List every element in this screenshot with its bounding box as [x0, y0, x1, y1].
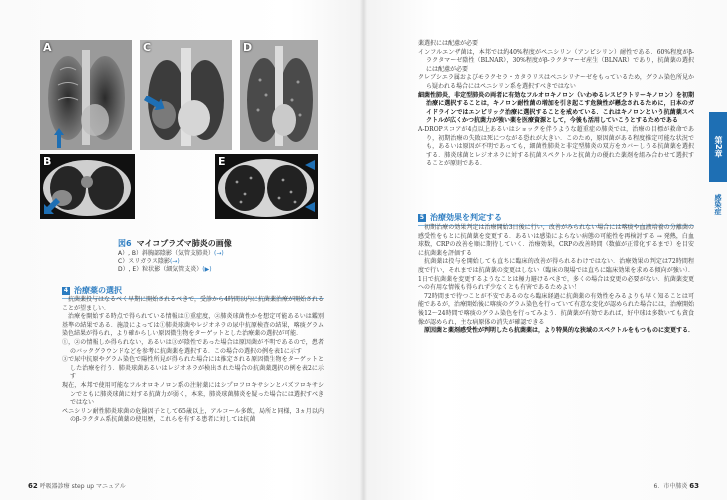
bullet-item: クレブシエラ属およびモラクセラ・カタラリスはペニシリナーゼをもっているため，グラム染色所見から疑われる場合にはペニシリン系を選択すべきではない: [418, 74, 694, 90]
xray-c-image: [140, 40, 232, 150]
page-number-left: 62: [28, 482, 38, 490]
section-heading-5: [418, 212, 694, 223]
bullet-item: 現在，本邦で使用可能なフルオロキノロン系の注射薬にはシプロフロキサシンとパズフロキサシンでともに肺炎球菌に対する抗菌力が弱く，本来，肺炎球菌肺炎を疑った場合には選択すべきではない: [62, 381, 324, 407]
paragraph: 抗菌薬投与はなるべく早期に開始されるべきで，受診から4時間以内に抗菌薬治療が開始されることが望ましい．: [62, 296, 324, 312]
section-title-4: 治療薬の選択: [74, 286, 122, 295]
ct-panel-b: [40, 154, 135, 219]
arrowhead-e-bottom-icon: [305, 202, 315, 212]
arrow-a-icon: [54, 128, 64, 148]
paragraph: 抗菌薬は投与を開始しても直ちに臨床的改善が得られるわけではない．治療効果の判定は72時間程度で行い，それまでは抗菌薬の変更はしない（臨床の現場では直ちに臨床効果を求める傾向が強い）．1日で抗菌薬を変更するようなことは極力避けるべきで，多くの場合は変更の必要がない．抗菌薬変更への有用な情報も得られず少なくとも有害であるためよい！: [418, 258, 694, 292]
paragraph: 原因菌と薬剤感受性が判明したら抗菌薬は，より特異的な狭域のスペクトルをもつものに変更する．: [424, 327, 695, 335]
figure-caption: [118, 231, 268, 274]
figure-note-3: D）, E）粒状影（細気管支炎）(▶): [118, 266, 212, 273]
bullet-item: A-DROPスコアが4点以上あるいはショックを伴うような超重症の肺炎では，治療の目標が救命であり，初期治療の失敗は死につながる恐れが大きい．このため，原因菌がある程度推定可能な状況でも，あるいは原因が不明であっても，細菌性肺炎と非定型肺炎の双方をカバーしうる抗菌薬を選択する．肺炎球菌とレジオネラに対する抗菌スペクトルと抗菌力の優れた薬剤を組み合わせて選択することが原則である．: [418, 125, 694, 168]
panel-e-label: E: [218, 155, 226, 168]
figure-title: マイコプラズマ肺炎の画像: [136, 239, 232, 248]
arrowhead-e-top-icon: [305, 160, 315, 170]
panel-c-label: C: [143, 41, 152, 54]
footer-left: [28, 481, 126, 490]
figure-note-1: A）, B）斜胸部陰影（気管支肺炎）(→): [118, 250, 224, 257]
ct-e-image: [215, 154, 318, 219]
xray-d-image: [240, 40, 318, 150]
section-number-5: 5: [419, 213, 425, 221]
figure-note-2: C）スリガラス陰影(→): [118, 258, 180, 265]
section-number-4: 4: [63, 286, 69, 294]
paragraph: 初期治療の効果判定は治療開始3日後に行い，改善がみられない場合には喀痰や血液培養の分離菌の感受性をもとに抗菌薬を変更する．あるいは感染によらない病態の可能性を再検討する → 発熱，白血球数，CRPの改善を順に期待していく．治療効果，CRPの改善時間（数値が正常化するまで）を目安に抗菌薬を評価する: [418, 224, 694, 257]
chapter-tab: 第2章: [709, 112, 727, 182]
paragraph: 薬選択には配慮が必要: [418, 40, 479, 47]
paragraph: 72時間まで待つことが不安であるのなら臨床経過に抗菌薬の有効性をみるよりも早く知ることは可能であるが，治療開始後に喀痰のグラム染色を行っていて有意な変化が認められた場合には，治療開始後12〜24時間で喀痰のグラム染色を行ってみよう．抗菌薬が有効であれば，好中球は多数いても貪食像が認められ，主な病原体の消失が確認できる: [418, 292, 694, 326]
arrow-b-icon: [44, 198, 60, 214]
book-title: 呼吸器診療 step up マニュアル: [39, 483, 126, 490]
page-number-right: 63: [689, 482, 699, 490]
bullet-item: ペニシリン耐性肺炎球菌の危険因子として65歳以上，アルコール多飲，局所と同様，3ヵ月以内のβ-ラクタム系抗菌薬の使用歴，これらを有する患者に対しては抗菌: [62, 407, 324, 424]
figure-number: 図6: [118, 239, 132, 248]
section-heading-4: [62, 285, 324, 296]
bullet-item: インフルエンザ菌は，本邦では約40%程度がペニシリン（アンピシリン）耐性である．60%程度がβ-ラクタマーゼ陰性（BLNAR），30%程度がβ-ラクタマーゼ産生（BLNAR）であり，抗菌薬の選択には配慮が必要: [418, 48, 694, 73]
arrow-c-icon: [144, 96, 166, 110]
paragraph: 治療を開始する時点で得られている情報は①重症度，②肺炎球菌性かを想定可能あるいは鑑別基準の結果である．施設によっては①肺炎球菌やレジオネラの尿中抗原検査の結果，喀痰グラム染色結果が得られ，より確からしい原因微生物をターゲットとした治療薬の選択が可能．: [62, 313, 324, 338]
left-body-text: [62, 296, 324, 425]
ct-panel-e: [215, 154, 318, 219]
panel-b-label: B: [43, 155, 52, 168]
bullet-item: 細菌性肺炎，非定型肺炎の両者に有効なフルオロキノロン（いわゆるレスピラトリーキノロン）を初期治療に選択することは，キノロン耐性菌の増加を引き起こす危険性が懸念されるために，日本のガイドラインではエンピリック治療に選択することを戒めている．これはキノロンという抗菌薬スペクトルが広くかつ抗菌力が強い薬を医療資源として，今後も活用していこうとするためである: [418, 91, 694, 125]
chapter-subtitle: 感染症: [714, 193, 722, 215]
footer-right: [654, 481, 700, 490]
section-title-5: 治療効果を判定する: [430, 213, 502, 222]
right-body-text: [418, 224, 694, 336]
bullet-item: ③で尿中抗原やグラム染色で陽性所見が得られた場合には推定される原因微生物をターゲットとした治療を行う．肺炎球菌あるいはレジオネラが検出された場合の抗菌薬選択の例を表2に示す: [62, 356, 324, 381]
right-top-text: [418, 40, 694, 169]
left-page: [0, 0, 363, 500]
xray-panel-a: [40, 40, 132, 150]
xray-panel-c: [140, 40, 232, 150]
bullet-item: ①，②の情報しか得られない，あるいは③が陰性であった場合は原因菌が不明であるので，患者のバックグラウンドなどを参考に抗菌薬を選択する．この場合の選択の例を表1に示す: [62, 338, 324, 355]
panel-d-label: D: [243, 41, 253, 54]
section-name: 6．市中肺炎: [653, 483, 688, 490]
xray-panel-d: [240, 40, 318, 150]
right-page: [364, 0, 727, 500]
panel-a-label: A: [43, 41, 52, 54]
